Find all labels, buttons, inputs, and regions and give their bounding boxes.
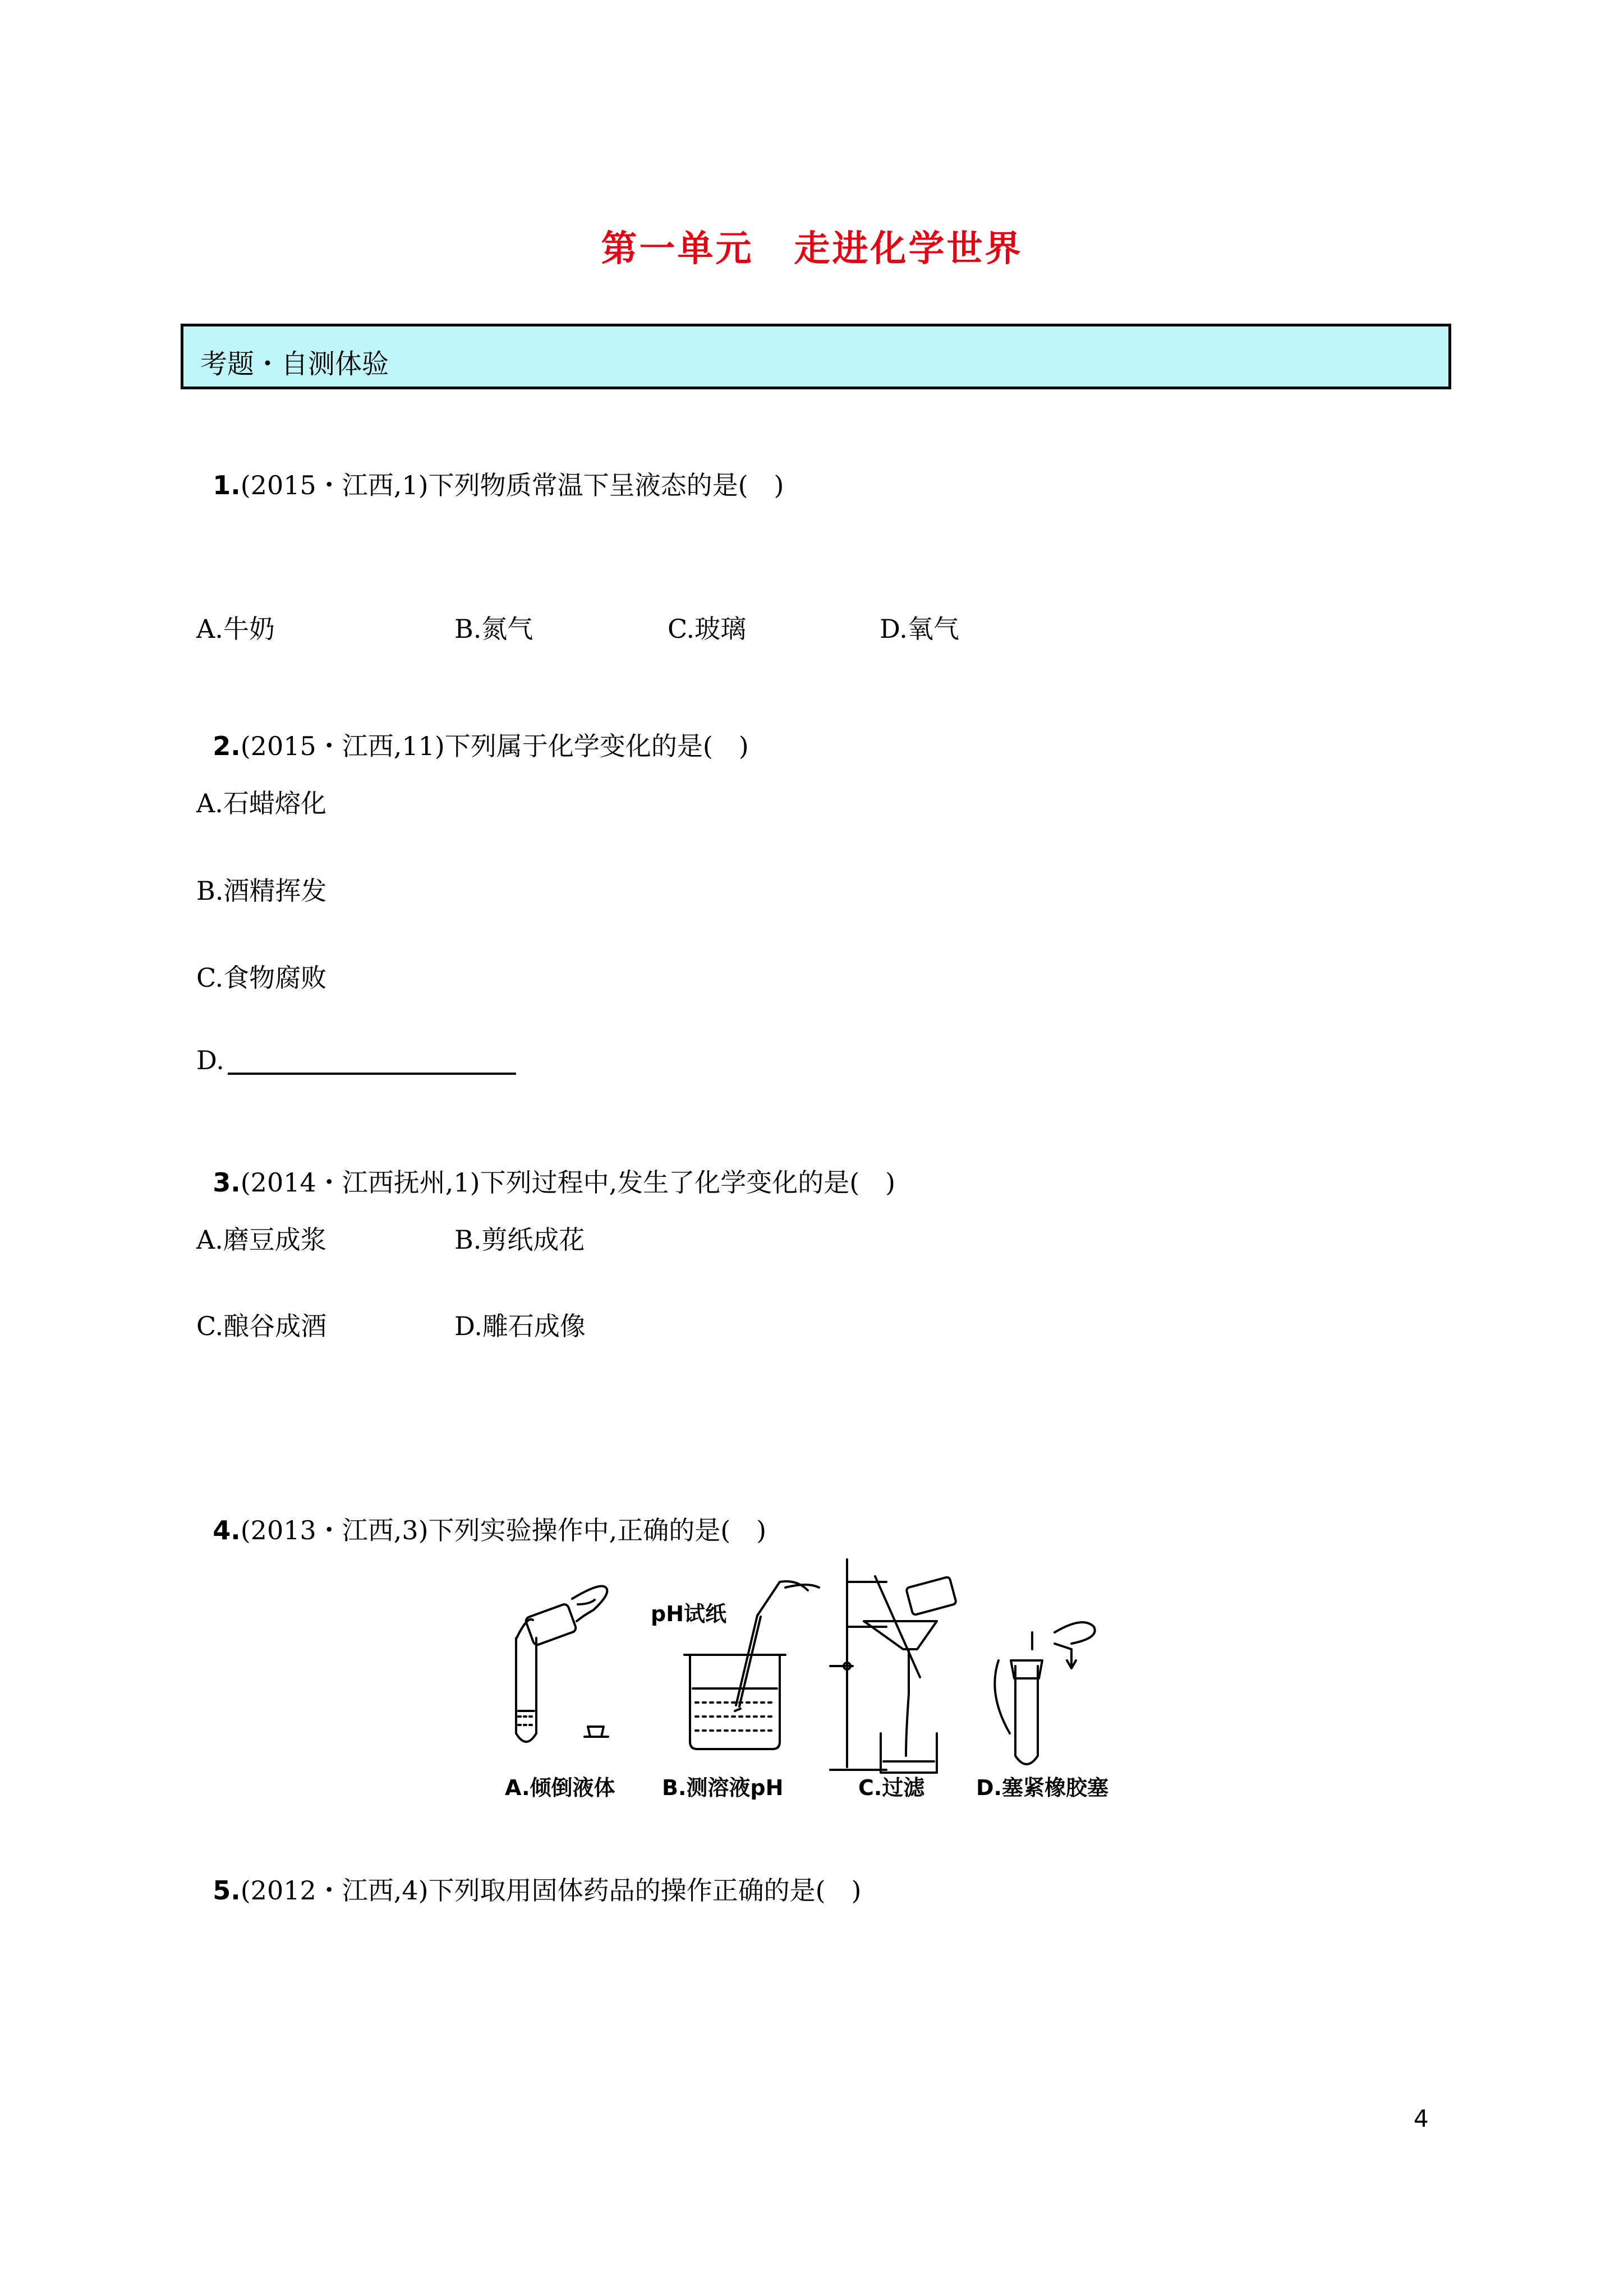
answer-blank <box>228 1073 516 1075</box>
filtration-diagram <box>830 1559 956 1773</box>
question-stem: (2015・江西,1)下列物质常温下呈液态的是( ) <box>240 470 784 500</box>
question-stem: (2013・江西,3)下列实验操作中,正确的是( ) <box>240 1515 767 1545</box>
page-number: 4 <box>1414 2105 1429 2132</box>
question-3 <box>196 1132 895 1199</box>
question-stem: (2014・江西抚州,1)下列过程中,发生了化学变化的是( ) <box>240 1167 896 1198</box>
title-topic: 走进化学世界 <box>794 228 1023 270</box>
q2-option-d: D. <box>196 1045 224 1075</box>
question-1 <box>196 435 784 502</box>
figure-caption-b: B.测溶液pH <box>662 1775 784 1800</box>
figure-caption-a: A.倾倒液体 <box>505 1775 615 1800</box>
page-title <box>0 220 1624 272</box>
q2-option-a: A.石蜡熔化 <box>196 788 326 818</box>
question-2 <box>196 696 749 763</box>
figure-caption-c: C.过滤 <box>858 1775 925 1800</box>
question-4 <box>196 1480 766 1547</box>
lab-operations-figure <box>494 1548 1139 1801</box>
figure-caption-d: D.塞紧橡胶塞 <box>976 1775 1108 1800</box>
q3-option-c: C.酿谷成酒 <box>196 1311 327 1341</box>
section-header <box>181 324 1451 389</box>
q2-option-c: C.食物腐败 <box>196 963 327 993</box>
q2-option-b: B.酒精挥发 <box>196 876 327 906</box>
q3-option-a: A.磨豆成浆 <box>196 1225 326 1255</box>
pouring-liquid-diagram <box>516 1586 608 1742</box>
ph-paper-label: pH试纸 <box>651 1602 727 1626</box>
question-stem: (2015・江西,11)下列属于化学变化的是( ) <box>240 731 749 761</box>
question-5 <box>196 1840 861 1907</box>
title-unit: 第一单元 <box>601 228 754 270</box>
q1-option-c: C.玻璃 <box>668 614 747 644</box>
question-stem: (2012・江西,4)下列取用固体药品的操作正确的是( ) <box>240 1875 862 1906</box>
question-number: 2. <box>213 731 241 761</box>
q1-option-d: D.氧气 <box>880 614 959 644</box>
question-number: 4. <box>213 1515 241 1545</box>
question-number: 3. <box>213 1167 241 1198</box>
stopper-diagram <box>995 1622 1094 1764</box>
q3-option-d: D.雕石成像 <box>454 1311 586 1341</box>
section-label: 考题・自测体验 <box>200 348 389 380</box>
question-number: 1. <box>213 470 241 500</box>
q1-option-a: A.牛奶 <box>196 614 275 644</box>
question-number: 5. <box>213 1875 241 1906</box>
q1-option-b: B.氮气 <box>454 614 533 644</box>
q3-option-b: B.剪纸成花 <box>454 1225 585 1255</box>
